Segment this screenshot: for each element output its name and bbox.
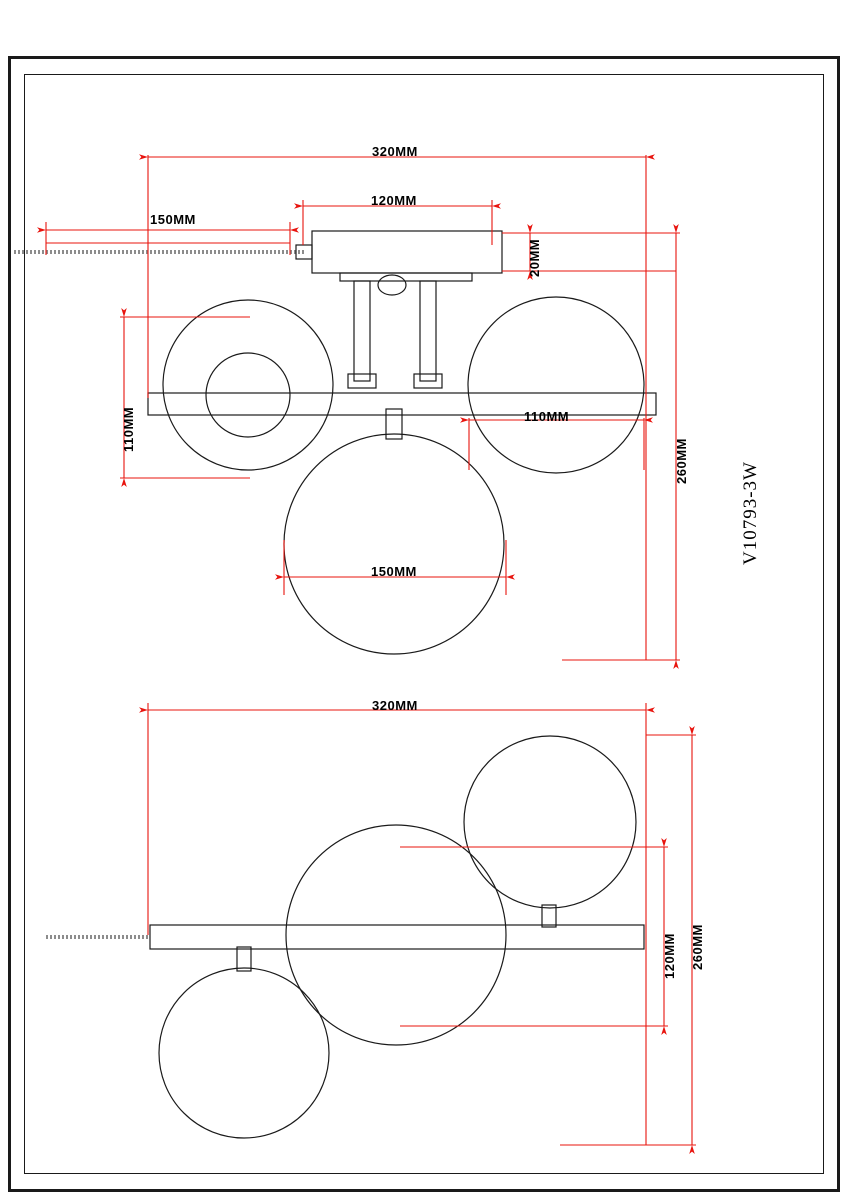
dim-label-front-total-height: 260MM bbox=[674, 438, 689, 484]
model-code-label: V10793-3W bbox=[740, 461, 761, 565]
dim-label-side-inner-height: 120MM bbox=[662, 933, 677, 979]
dim-label-front-plate-width: 120MM bbox=[371, 193, 417, 208]
dim-label-front-width: 320MM bbox=[372, 144, 418, 159]
dim-label-front-right-globe: 110MM bbox=[524, 409, 570, 424]
dim-label-front-left-globe: 110MM bbox=[121, 406, 136, 452]
dim-label-side-total-height: 260MM bbox=[690, 924, 705, 970]
dim-label-side-width: 320MM bbox=[372, 698, 418, 713]
dim-label-front-bottom-globe: 150MM bbox=[371, 564, 417, 579]
dim-label-front-plate-height: 20MM bbox=[527, 238, 542, 277]
dim-label-front-cord-length: 150MM bbox=[150, 212, 196, 227]
